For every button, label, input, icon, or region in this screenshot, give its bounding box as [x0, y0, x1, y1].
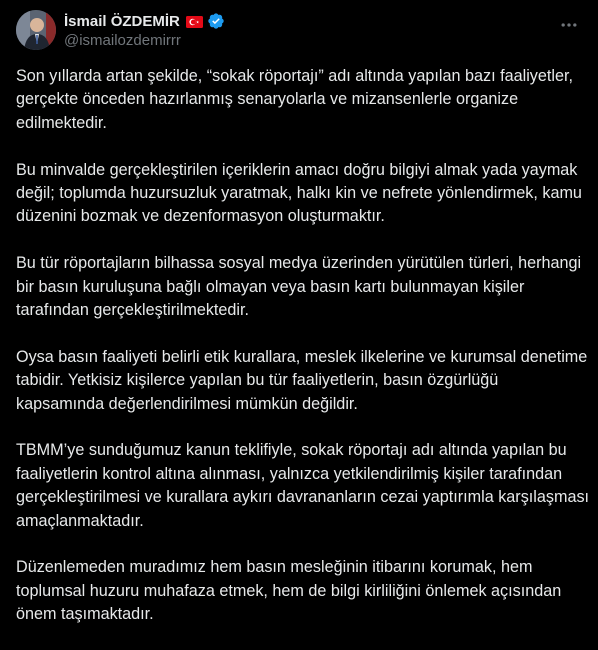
tweet-paragraph-6: Düzenlemeden muradımız hem basın mesleğinin itibarını korumak, hem toplumsal huzuru muhafaza etmek, hem de bilgi kirliliğini önlemek açısından önem taşımaktadır.: [16, 558, 562, 624]
avatar[interactable]: [16, 10, 56, 50]
avatar-image: [16, 10, 56, 50]
turkey-flag-icon: [186, 15, 203, 27]
name-row: [64, 11, 225, 31]
more-horizontal-icon: [559, 15, 579, 35]
author-handle[interactable]: @ismailozdemirrr: [64, 32, 181, 49]
tweet-paragraph-5: TBMM’ye sunduğumuz kanun teklifiyle, sokak röportajı adı altında yapılan bu faaliyetlerin kontrol altına alınması, yalnızca yetkilendirilmiş kişiler tarafından gerçekleştirilmesi ve kurallara aykırı davrananların cezai yaptırımla karşılaşması amaçlanmaktadır.: [16, 441, 590, 530]
tweet-paragraph-1: Son yıllarda artan şekilde, “sokak röportajı” adı altında yapılan bazı faaliyetler, gerçekte önceden hazırlanmış senaryolarla ve mizansenlerle organize edilmektedir.: [16, 67, 573, 132]
tweet-text: [16, 65, 590, 650]
tweet-header: [0, 0, 598, 60]
tweet-paragraph-4: Oysa basın faaliyeti belirli etik kurallara, meslek ilkelerine ve kurumsal denetime tabidir. Yetkisiz kişilerce yapılan bu tür faaliyetlerin, basın özgürlüğü kapsamında değerlendirilmesi mümkün değildir.: [16, 347, 588, 413]
more-options-button[interactable]: [554, 10, 584, 40]
tweet-paragraph-2: Bu minvalde gerçekleştirilen içeriklerin amacı doğru bilgiyi almak yada yaymak değil; toplumda huzursuzluk yaratmak, halkı kin ve nefrete yönlendirmek, kamu düzenini bozmak ve dezenformasyon oluşturmaktır.: [16, 160, 582, 226]
tweet-paragraph-3: Bu tür röportajların bilhassa sosyal medya üzerinden yürütülen türleri, herhangi bir basın kuruluşuna bağlı olmayan veya basın kartı bulunmayan kişiler tarafından gerçekleştirilmektedir.: [16, 254, 582, 320]
verified-badge-icon: [207, 12, 225, 30]
author-display-name[interactable]: İsmail ÖZDEMİR: [64, 12, 180, 30]
